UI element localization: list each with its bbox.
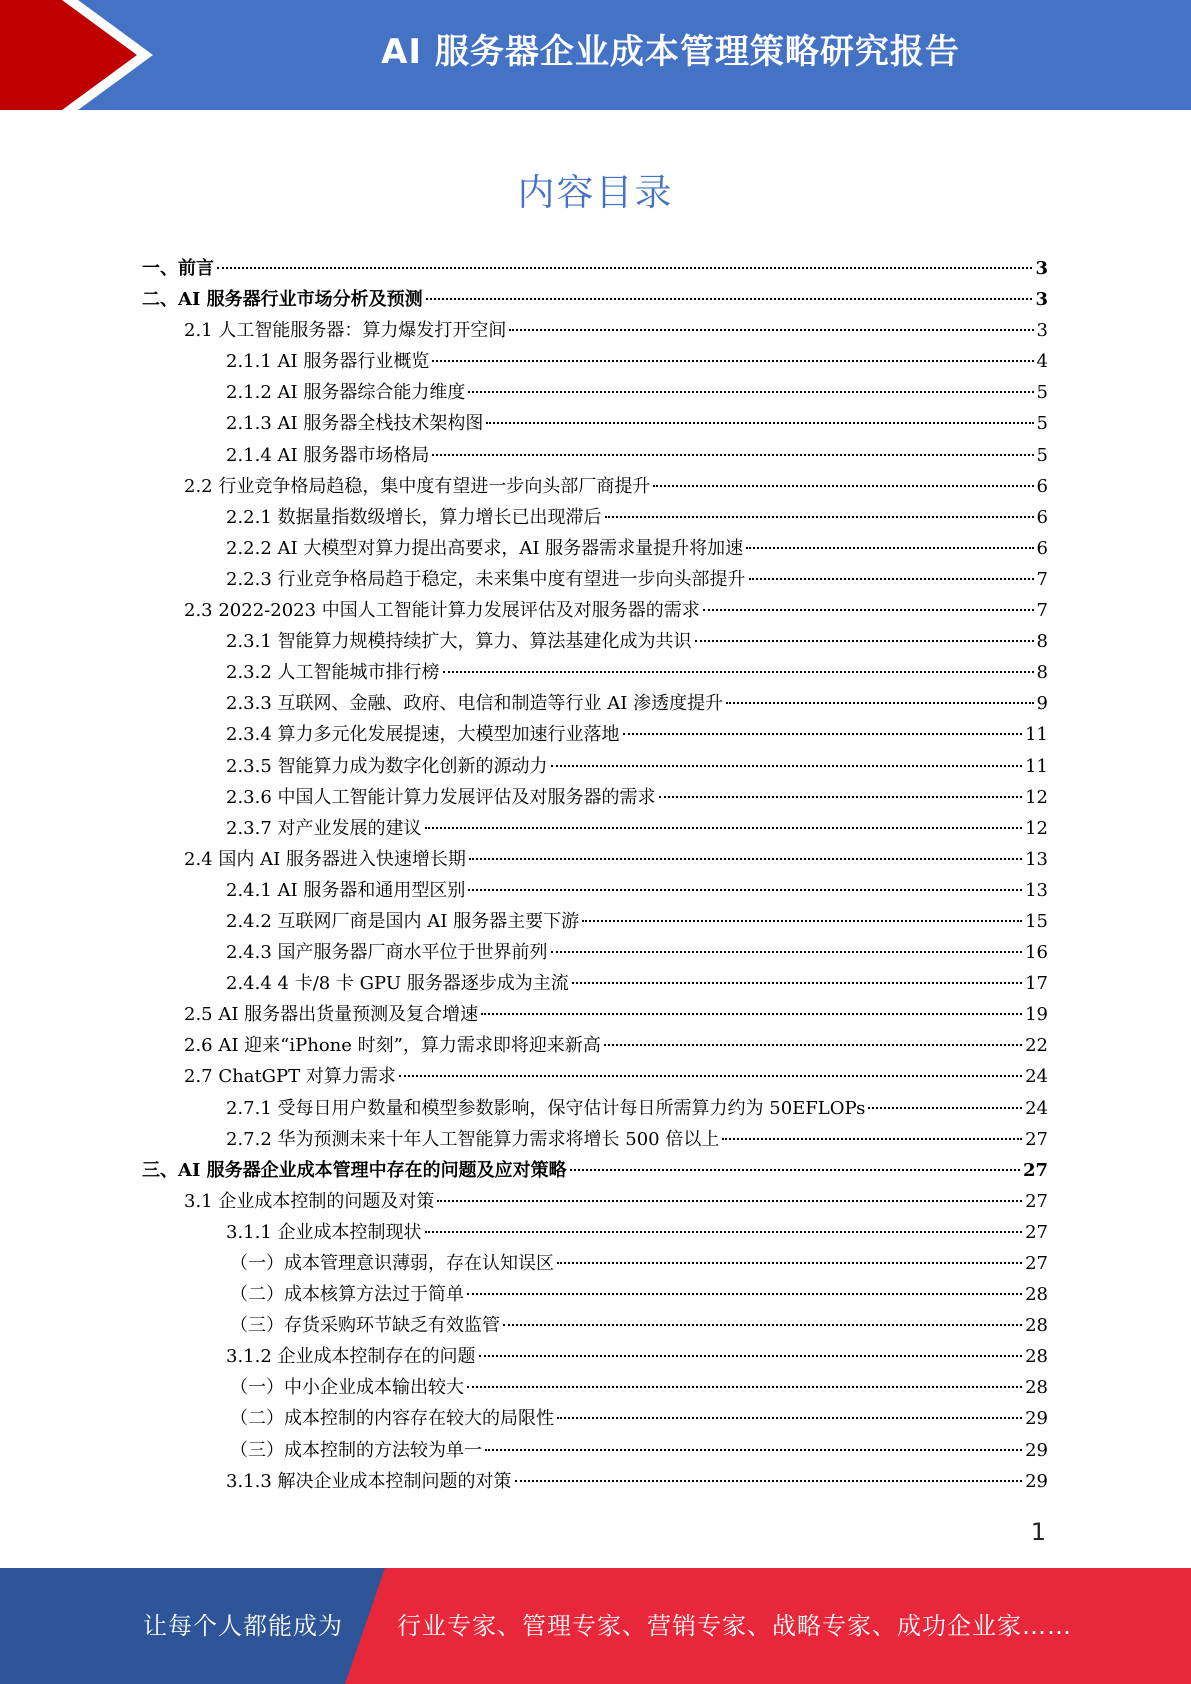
- dot-leader: [425, 1231, 1023, 1233]
- toc-entry-title: 2.3.3 互联网、金融、政府、电信和制造等行业 AI 渗透度提升: [226, 693, 724, 715]
- dot-leader: [432, 454, 1033, 456]
- dot-leader: [217, 267, 1032, 269]
- toc-entry-title: （三）成本控制的方法较为单一: [230, 1439, 482, 1461]
- toc-entry-title: 2.3.5 智能算力成为数字化创新的源动力: [226, 755, 548, 777]
- toc-entry-title: 2.4.2 互联网厂商是国内 AI 服务器主要下游: [226, 910, 580, 932]
- toc-entry-title: 2.6 AI 迎来“iPhone 时刻”，算力需求即将迎来新高: [184, 1035, 601, 1057]
- toc-entry-page: 12: [1025, 817, 1048, 839]
- dot-leader: [557, 1262, 1022, 1264]
- toc-entry-title: 2.7.2 华为预测未来十年人工智能算力需求将增长 500 倍以上: [226, 1128, 720, 1150]
- footer-banner: [0, 1568, 1191, 1684]
- toc-entry[interactable]: [142, 657, 1048, 688]
- dot-leader: [582, 920, 1022, 922]
- toc-entry[interactable]: [142, 471, 1048, 502]
- toc-entry[interactable]: [142, 1372, 1048, 1403]
- toc-entry[interactable]: [142, 937, 1048, 968]
- toc-entry-page: 8: [1036, 631, 1048, 653]
- footer-slogan-left: 让每个人都能成为: [143, 1612, 343, 1640]
- toc-entry-page: 9: [1036, 693, 1048, 715]
- toc-entry-page: 11: [1025, 755, 1048, 777]
- toc-entry[interactable]: [142, 875, 1048, 906]
- dot-leader: [515, 1480, 1023, 1482]
- toc-entry[interactable]: [142, 906, 1048, 937]
- toc-entry-page: 27: [1025, 1190, 1048, 1212]
- toc-entry-title: 2.1.4 AI 服务器市场格局: [226, 444, 430, 466]
- toc-entry-page: 13: [1025, 879, 1048, 901]
- toc-entry-title: 2.1 人工智能服务器：算力爆发打开空间: [184, 320, 507, 342]
- dot-leader: [623, 733, 1023, 735]
- toc-entry-title: 2.3 2022-2023 中国人工智能计算力发展评估及对服务器的需求: [184, 600, 700, 622]
- toc-entry[interactable]: [142, 688, 1048, 719]
- toc-entry[interactable]: [142, 315, 1048, 346]
- toc-entry-page: 15: [1025, 910, 1048, 932]
- dot-leader: [570, 1169, 1020, 1171]
- toc-entry-title: （三）存货采购环节缺乏有效监管: [230, 1315, 500, 1337]
- toc-entry[interactable]: [142, 782, 1048, 813]
- toc-entry-page: 3: [1035, 258, 1048, 279]
- dot-leader: [726, 702, 1033, 704]
- dot-leader: [605, 516, 1034, 518]
- toc-entry[interactable]: [142, 346, 1048, 377]
- toc-entry-page: 27: [1025, 1128, 1048, 1150]
- dot-leader: [551, 765, 1023, 767]
- dot-leader: [722, 1138, 1022, 1140]
- toc-entry[interactable]: [142, 1435, 1048, 1466]
- toc-entry-page: 17: [1025, 973, 1048, 995]
- toc-entry[interactable]: [142, 751, 1048, 782]
- toc-entry-title: 2.4 国内 AI 服务器进入快速增长期: [184, 848, 466, 870]
- toc-entry[interactable]: [142, 1248, 1048, 1279]
- dot-leader: [437, 1200, 1022, 1202]
- toc-entry[interactable]: [142, 1466, 1048, 1497]
- toc-entry-page: 24: [1025, 1097, 1048, 1119]
- toc-entry-page: 6: [1036, 506, 1048, 528]
- toc-entry[interactable]: [142, 377, 1048, 408]
- toc-entry[interactable]: [142, 626, 1048, 657]
- dot-leader: [468, 391, 1033, 393]
- dot-leader: [503, 1324, 1022, 1326]
- toc-entry[interactable]: [142, 813, 1048, 844]
- toc-entry-page: 27: [1025, 1253, 1048, 1274]
- toc-entry-title: 2.4.4 4 卡/8 卡 GPU 服务器逐步成为主流: [226, 973, 569, 995]
- toc-entry-page: 22: [1025, 1035, 1048, 1057]
- toc-entry-page: 28: [1025, 1377, 1048, 1399]
- toc-entry-title: 二、AI 服务器行业市场分析及预测: [142, 289, 423, 311]
- toc-entry-title: 2.4.1 AI 服务器和通用型区别: [226, 879, 466, 901]
- toc-entry[interactable]: [142, 1310, 1048, 1341]
- dot-leader: [703, 609, 1034, 611]
- chevron-arrow-icon: [0, 0, 160, 110]
- toc-entry[interactable]: [142, 440, 1048, 471]
- toc-entry-page: 11: [1025, 724, 1048, 746]
- dot-leader: [557, 1417, 1022, 1419]
- toc-entry-title: 2.3.4 算力多元化发展提速，大模型加速行业落地: [226, 724, 620, 746]
- dot-leader: [485, 1449, 1022, 1451]
- toc-entry[interactable]: [142, 502, 1048, 533]
- dot-leader: [659, 796, 1023, 798]
- toc-entry-page: 6: [1036, 475, 1048, 497]
- dot-leader: [572, 982, 1022, 984]
- toc-entry-title: 2.2 行业竞争格局趋稳，集中度有望进一步向头部厂商提升: [184, 475, 651, 497]
- toc-entry-title: 2.3.7 对产业发展的建议: [226, 817, 422, 839]
- toc-entry-page: 29: [1025, 1470, 1048, 1492]
- toc-entry-page: 12: [1025, 786, 1048, 808]
- dot-leader: [432, 360, 1033, 362]
- toc-entry[interactable]: [142, 719, 1048, 750]
- toc-entry-page: 3: [1036, 320, 1048, 342]
- toc-entry-title: （一）成本管理意识薄弱，存在认知误区: [230, 1253, 554, 1274]
- dot-leader: [467, 1386, 1022, 1388]
- dot-leader: [481, 1013, 1022, 1015]
- toc-entry-page: 13: [1025, 848, 1048, 870]
- dot-leader: [509, 329, 1033, 331]
- toc-entry-title: 2.7.1 受每日用户数量和模型参数影响，保守估计每日所需算力约为 50EFLOPs: [226, 1097, 866, 1119]
- toc-entry-title: 2.1.3 AI 服务器全栈技术架构图: [226, 413, 484, 435]
- toc-entry-page: 7: [1036, 568, 1048, 590]
- toc-entry[interactable]: [142, 999, 1048, 1030]
- dot-leader: [749, 578, 1034, 580]
- footer-slogan-right: 行业专家、管理专家、营销专家、战略专家、成功企业家……: [397, 1612, 1072, 1640]
- dot-leader: [425, 827, 1023, 829]
- toc-entry-title: 2.1.1 AI 服务器行业概览: [226, 351, 430, 373]
- dot-leader: [426, 298, 1033, 300]
- toc-entry[interactable]: [142, 253, 1048, 284]
- page-number: 1: [1030, 1518, 1046, 1546]
- toc-heading: 内容目录: [517, 171, 674, 214]
- toc-entry-title: 3.1.2 企业成本控制存在的问题: [226, 1346, 476, 1368]
- toc-entry-title: （二）成本控制的内容存在较大的局限性: [230, 1408, 554, 1430]
- toc-entry-page: 27: [1022, 1159, 1048, 1181]
- toc-entry[interactable]: [142, 1155, 1048, 1186]
- toc-entry-title: （二）成本核算方法过于简单: [230, 1284, 464, 1306]
- dot-leader: [653, 485, 1033, 487]
- toc-entry-title: 2.3.2 人工智能城市排行榜: [226, 662, 440, 684]
- dot-leader: [399, 1075, 1022, 1077]
- dot-leader: [443, 671, 1034, 673]
- toc-entry[interactable]: [142, 968, 1048, 999]
- toc-entry[interactable]: [142, 1341, 1048, 1372]
- toc-entry-page: 29: [1025, 1439, 1048, 1461]
- toc-entry-title: 3.1.1 企业成本控制现状: [226, 1221, 422, 1243]
- toc-entry[interactable]: [142, 533, 1048, 564]
- toc-entry[interactable]: [142, 408, 1048, 439]
- toc-entry-page: 28: [1025, 1315, 1048, 1337]
- toc-entry-page: 27: [1025, 1221, 1048, 1243]
- toc-entry-title: 2.3.1 智能算力规模持续扩大，算力、算法基建化成为共识: [226, 631, 692, 653]
- table-of-contents: [142, 253, 1048, 1497]
- toc-entry-title: 2.2.3 行业竞争格局趋于稳定，未来集中度有望进一步向头部提升: [226, 568, 746, 590]
- toc-entry[interactable]: [142, 564, 1048, 595]
- toc-entry-page: 5: [1036, 413, 1048, 435]
- header-banner: [0, 0, 1191, 110]
- toc-entry[interactable]: [142, 595, 1048, 626]
- toc-entry[interactable]: [142, 1061, 1048, 1092]
- dot-leader: [468, 889, 1022, 891]
- toc-entry-page: 8: [1036, 662, 1048, 684]
- toc-entry-page: 5: [1036, 382, 1048, 404]
- dot-leader: [868, 1107, 1022, 1109]
- toc-entry-page: 24: [1025, 1066, 1048, 1088]
- toc-entry-page: 29: [1025, 1408, 1048, 1430]
- toc-entry-page: 4: [1036, 351, 1048, 373]
- report-title: AI 服务器企业成本管理策略研究报告: [381, 32, 960, 72]
- toc-entry-page: 3: [1035, 289, 1048, 311]
- toc-entry-title: 3.1 企业成本控制的问题及对策: [184, 1190, 435, 1212]
- toc-entry-title: 2.2.1 数据量指数级增长，算力增长已出现滞后: [226, 506, 602, 528]
- toc-entry-title: 2.3.6 中国人工智能计算力发展评估及对服务器的需求: [226, 786, 656, 808]
- toc-entry-page: 6: [1036, 537, 1048, 559]
- toc-entry[interactable]: [142, 1124, 1048, 1155]
- toc-entry-title: 2.7 ChatGPT 对算力需求: [184, 1066, 396, 1088]
- toc-entry[interactable]: [142, 1403, 1048, 1434]
- toc-entry-title: 三、AI 服务器企业成本管理中存在的问题及应对策略: [142, 1159, 567, 1181]
- toc-entry[interactable]: [142, 1093, 1048, 1124]
- toc-entry[interactable]: [142, 1279, 1048, 1310]
- toc-entry[interactable]: [142, 844, 1048, 875]
- dot-leader: [467, 1293, 1022, 1295]
- toc-entry[interactable]: [142, 1186, 1048, 1217]
- toc-entry-page: 19: [1025, 1004, 1048, 1026]
- dot-leader: [604, 1044, 1022, 1046]
- toc-entry-page: 28: [1025, 1284, 1048, 1306]
- toc-entry-page: 5: [1036, 444, 1048, 466]
- toc-entry[interactable]: [142, 284, 1048, 315]
- dot-leader: [551, 951, 1023, 953]
- dot-leader: [695, 640, 1034, 642]
- toc-entry-page: 28: [1025, 1346, 1048, 1368]
- dot-leader: [479, 1355, 1023, 1357]
- toc-entry-title: 3.1.3 解决企业成本控制问题的对策: [226, 1470, 512, 1492]
- dot-leader: [746, 547, 1033, 549]
- dot-leader: [469, 858, 1022, 860]
- dot-leader: [486, 422, 1033, 424]
- toc-entry-title: 一、前言: [142, 258, 214, 279]
- toc-entry-title: 2.5 AI 服务器出货量预测及复合增速: [184, 1004, 479, 1026]
- toc-entry[interactable]: [142, 1030, 1048, 1061]
- toc-entry-page: 7: [1036, 600, 1048, 622]
- toc-entry-title: 2.1.2 AI 服务器综合能力维度: [226, 382, 466, 404]
- toc-entry[interactable]: [142, 1217, 1048, 1248]
- toc-entry-title: 2.2.2 AI 大模型对算力提出高要求，AI 服务器需求量提升将加速: [226, 537, 744, 559]
- toc-entry-title: 2.4.3 国产服务器厂商水平位于世界前列: [226, 942, 548, 964]
- toc-entry-page: 16: [1025, 942, 1048, 964]
- toc-entry-title: （一）中小企业成本输出较大: [230, 1377, 464, 1399]
